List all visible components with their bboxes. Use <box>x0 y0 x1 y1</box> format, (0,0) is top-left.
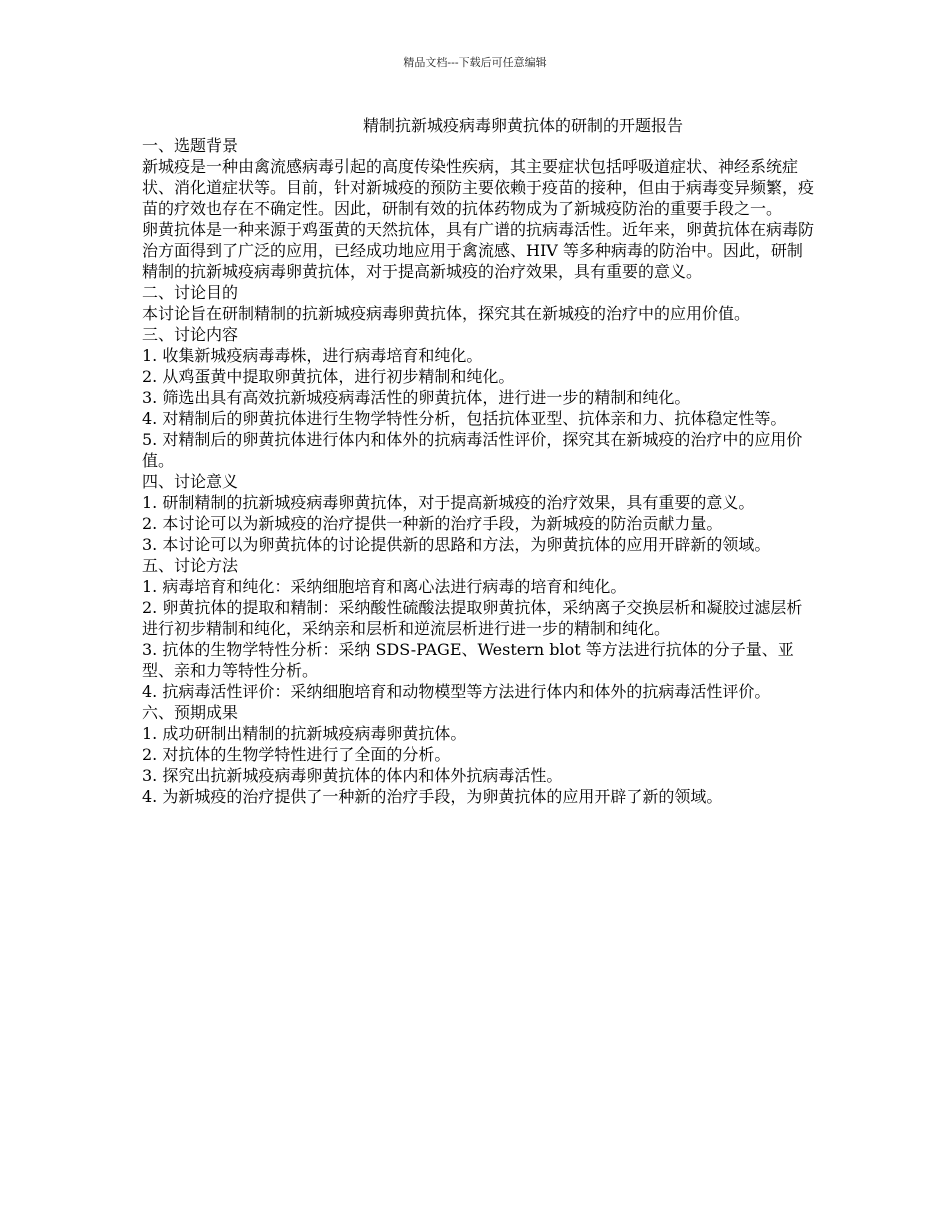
outcome-item-2: 2. 对抗体的生物学特性进行了全面的分析。 <box>142 745 451 764</box>
outcome-item-3: 3. 探究出抗新城疫病毒卵黄抗体的体内和体外抗病毒活性。 <box>142 766 563 785</box>
content-item-2: 2. 从鸡蛋黄中提取卵黄抗体，进行初步精制和纯化。 <box>142 367 515 386</box>
document-title: 精制抗新城疫病毒卵黄抗体的研制的开题报告 <box>363 116 684 135</box>
content-item-5: 5. 对精制后的卵黄抗体进行体内和体外的抗病毒活性评价，探究其在新城疫的治疗中的应用价值。 <box>142 430 803 470</box>
paragraph-purpose: 本讨论旨在研制精制的抗新城疫病毒卵黄抗体，探究其在新城疫的治疗中的应用价值。 <box>142 304 751 323</box>
significance-item-3: 3. 本讨论可以为卵黄抗体的讨论提供新的思路和方法，为卵黄抗体的应用开辟新的领域。 <box>142 535 771 554</box>
outcome-item-1: 1. 成功研制出精制的抗新城疫病毒卵黄抗体。 <box>142 724 467 743</box>
significance-item-1: 1. 研制精制的抗新城疫病毒卵黄抗体，对于提高新城疫的治疗效果，具有重要的意义。 <box>142 493 755 512</box>
section-heading-purpose: 二、讨论目的 <box>142 283 239 302</box>
content-item-3: 3. 筛选出具有高效抗新城疫病毒活性的卵黄抗体，进行进一步的精制和纯化。 <box>142 388 691 407</box>
page-header: 精品文档---下载后可任意编辑 <box>403 56 547 69</box>
paragraph-background-1: 新城疫是一种由禽流感病毒引起的高度传染性疾病，其主要症状包括呼吸道症状、神经系统症状、消化道症状等。目前，针对新城疫的预防主要依赖于疫苗的接种，但由于病毒变异频繁，疫苗的疗效也存在不确定性。因此，研制有效的抗体药物成为了新城疫防治的重要手段之一。 <box>142 157 815 218</box>
content-item-4: 4. 对精制后的卵黄抗体进行生物学特性分析，包括抗体亚型、抗体亲和力、抗体稳定性等。 <box>142 409 787 428</box>
content-item-1: 1. 收集新城疫病毒毒株，进行病毒培育和纯化。 <box>142 346 483 365</box>
document-body <box>142 135 818 807</box>
paragraph-background-2: 卵黄抗体是一种来源于鸡蛋黄的天然抗体，具有广谱的抗病毒活性。近年来，卵黄抗体在病毒防治方面得到了广泛的应用，已经成功地应用于禽流感、HIV 等多种病毒的防治中。因此，研制精制的抗新城疫病毒卵黄抗体，对于提高新城疫的治疗效果，具有重要的意义。 <box>142 220 815 281</box>
section-heading-significance: 四、讨论意义 <box>142 472 239 491</box>
section-heading-outcomes: 六、预期成果 <box>142 703 239 722</box>
method-item-3: 3. 抗体的生物学特性分析：采纳 SDS-PAGE、Western blot 等方法进行抗体的分子量、亚型、亲和力等特性分析。 <box>142 640 794 680</box>
significance-item-2: 2. 本讨论可以为新城疫的治疗提供一种新的治疗手段，为新城疫的防治贡献力量。 <box>142 514 723 533</box>
method-item-4: 4. 抗病毒活性评价：采纳细胞培育和动物模型等方法进行体内和体外的抗病毒活性评价。 <box>142 682 771 701</box>
section-heading-methods: 五、讨论方法 <box>142 556 239 575</box>
section-heading-content: 三、讨论内容 <box>142 325 239 344</box>
method-item-2: 2. 卵黄抗体的提取和精制：采纳酸性硫酸法提取卵黄抗体，采纳离子交换层析和凝胶过滤层析进行初步精制和纯化，采纳亲和层析和逆流层析进行进一步的精制和纯化。 <box>142 598 803 638</box>
section-heading-background: 一、选题背景 <box>142 136 239 155</box>
method-item-1: 1. 病毒培育和纯化：采纳细胞培育和离心法进行病毒的培育和纯化。 <box>142 577 627 596</box>
outcome-item-4: 4. 为新城疫的治疗提供了一种新的治疗手段，为卵黄抗体的应用开辟了新的领域。 <box>142 787 723 806</box>
